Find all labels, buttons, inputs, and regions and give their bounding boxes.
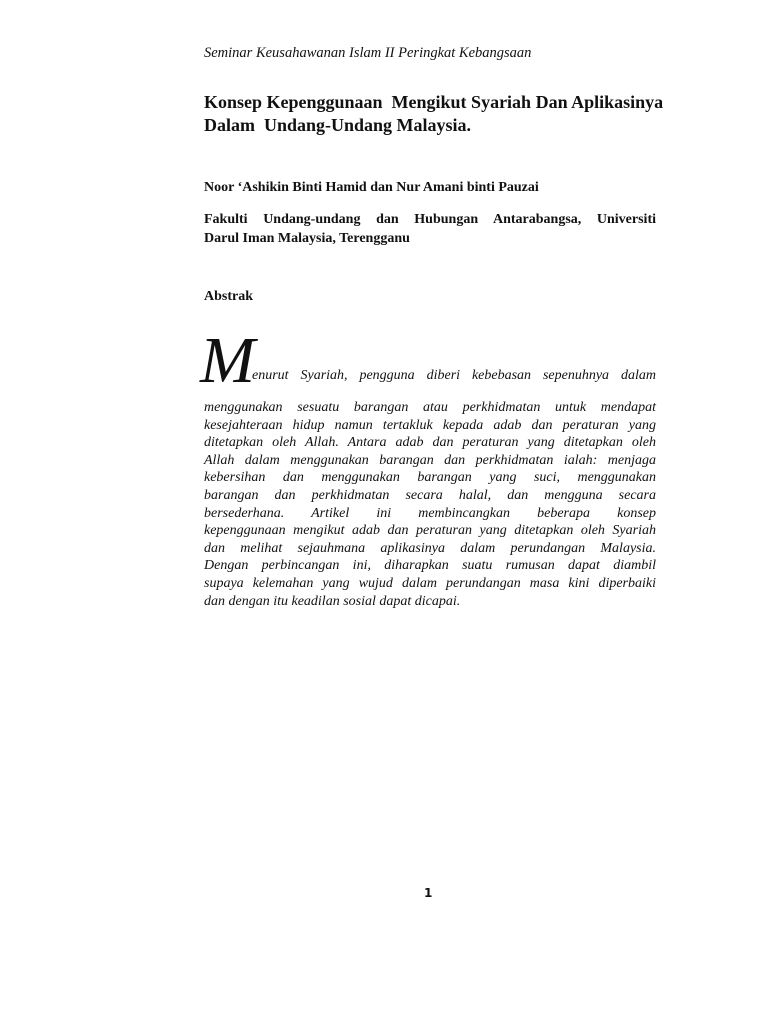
abstract-body <box>204 399 656 610</box>
abstract-line: menggunakan sesuatu barangan atau perkhidmatan untuk mendapat <box>204 400 656 415</box>
affiliation <box>204 210 656 248</box>
abstract-dropcap: M <box>200 324 255 397</box>
abstract-line: supaya kelemahan yang wujud dalam perundangan masa kini diperbaiki <box>204 575 656 591</box>
paper-title-line: Dalam Undang-Undang Malaysia. <box>204 115 472 135</box>
abstract-first-line: enurut Syariah, pengguna diberi kebebasan sepenuhnya dalam <box>252 368 656 383</box>
affiliation-line: Fakulti Undang-undang dan Hubungan Antarabangsa, Universiti <box>204 212 656 227</box>
abstract-line: kesejahteraan hidup namun tertakluk kepada adab dan peraturan yang <box>204 417 656 433</box>
page-number: 1 <box>424 886 433 900</box>
paper-title-line: Konsep Kepenggunaan Mengikut Syariah Dan Aplikasinya <box>204 92 664 112</box>
affiliation-line: Darul Iman Malaysia, Terengganu <box>204 231 410 246</box>
abstract-line: bersederhana. Artikel ini membincangkan beberapa konsep <box>204 505 656 521</box>
abstract-line: dan melihat sejauhmana aplikasinya dalam perundangan Malaysia. <box>204 540 656 556</box>
author-list: Noor ‘Ashikin Binti Hamid dan Nur Amani binti Pauzai <box>204 180 539 195</box>
abstract-line: Dengan perbincangan ini, diharapkan suatu rumusan dapat diambil <box>204 558 656 574</box>
abstract-line: barangan dan perkhidmatan secara halal, dan mengguna secara <box>204 487 656 503</box>
abstract-line: kebersihan dan menggunakan barangan yang suci, menggunakan <box>204 470 656 486</box>
abstract-line: dan dengan itu keadilan sosial dapat dicapai. <box>204 593 461 609</box>
running-header: Seminar Keusahawanan Islam II Peringkat Kebangsaan <box>204 45 532 61</box>
paper-title <box>204 91 674 137</box>
abstract-line: ditetapkan oleh Allah. Antara adab dan peraturan yang ditetapkan oleh <box>204 435 656 451</box>
abstract-line: Allah dalam menggunakan barangan dan perkhidmatan ialah: menjaga <box>204 452 656 468</box>
abstract-line: kepenggunaan mengikut adab dan peraturan yang ditetapkan oleh Syariah <box>204 523 656 539</box>
abstract-heading: Abstrak <box>204 289 254 304</box>
